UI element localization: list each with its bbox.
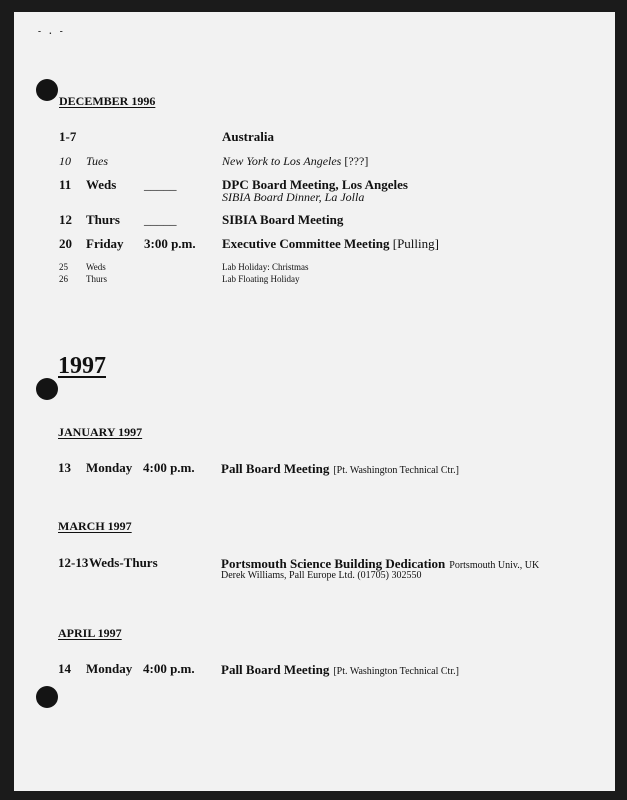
entry-day: Weds	[86, 262, 106, 272]
entry-title-text: Portsmouth Science Building Dedication	[221, 556, 446, 571]
entry-date: 12	[59, 212, 72, 227]
entry-note: [Pt. Washington Technical Ctr.]	[333, 465, 459, 476]
entry-title-text: Pall Board Meeting	[221, 662, 330, 677]
entry-date: 14	[58, 661, 71, 676]
punch-hole-middle	[36, 378, 58, 400]
entry-day: Monday	[86, 661, 133, 676]
entry-contact: Derek Williams, Pall Europe Ltd. (01705) 302550	[221, 570, 422, 581]
entry-time: 4:00 p.m.	[143, 661, 195, 676]
entry-title: Lab Holiday: Christmas	[222, 262, 309, 272]
entry-date: 1-7	[59, 129, 77, 144]
entry-note: [Pulling]	[392, 236, 439, 251]
entry-time-blank: _____	[144, 177, 177, 192]
entry-title-text: Pall Board Meeting	[221, 461, 330, 476]
entry-title	[221, 460, 459, 478]
entry-title	[222, 236, 439, 252]
entry-day: Friday	[86, 236, 124, 251]
entry-note: Portsmouth Univ., UK	[449, 560, 540, 571]
entry-day: Thurs	[86, 274, 107, 284]
entry-date: 20	[59, 236, 72, 251]
corner-mark: - . -	[38, 26, 66, 36]
punch-hole-top	[36, 79, 58, 101]
entry-day: Monday	[86, 460, 133, 475]
section-heading-apr-1997: APRIL 1997	[58, 626, 122, 640]
entry-note: [???]	[344, 154, 369, 168]
entry-date: 25	[59, 262, 68, 272]
entry-day: Thurs	[86, 212, 120, 227]
entry-title: Australia	[222, 129, 274, 144]
entry-title: DPC Board Meeting, Los Angeles	[222, 177, 408, 192]
entry-time-blank: _____	[144, 212, 177, 227]
entry-day: Weds	[86, 177, 117, 192]
entry-title	[221, 661, 459, 679]
entry-time: 4:00 p.m.	[143, 460, 195, 475]
document-page	[14, 12, 615, 791]
entry-date: 11	[59, 177, 72, 192]
entry-date: 12-13	[58, 555, 89, 570]
punch-hole-bottom	[36, 686, 58, 708]
entry-title	[222, 154, 368, 169]
entry-title-text: New York to Los Angeles	[222, 154, 342, 168]
entry-date: 26	[59, 274, 68, 284]
entry-day: Weds-Thurs	[89, 555, 158, 570]
section-heading-jan-1997: JANUARY 1997	[58, 425, 143, 439]
year-heading: 1997	[58, 353, 106, 379]
entry-title-text: Executive Committee Meeting	[222, 236, 390, 251]
entry-title: SIBIA Board Meeting	[222, 212, 344, 227]
section-heading-mar-1997: MARCH 1997	[58, 519, 132, 533]
entry-time: 3:00 p.m.	[144, 236, 196, 251]
entry-day: Tues	[86, 154, 109, 168]
entry-title: Lab Floating Holiday	[222, 274, 300, 284]
entry-date: 10	[59, 154, 71, 168]
entry-date: 13	[58, 460, 71, 475]
section-heading-dec-1996: DECEMBER 1996	[59, 94, 156, 108]
entry-note: [Pt. Washington Technical Ctr.]	[333, 666, 459, 677]
entry-subtitle: SIBIA Board Dinner, La Jolla	[222, 190, 365, 204]
